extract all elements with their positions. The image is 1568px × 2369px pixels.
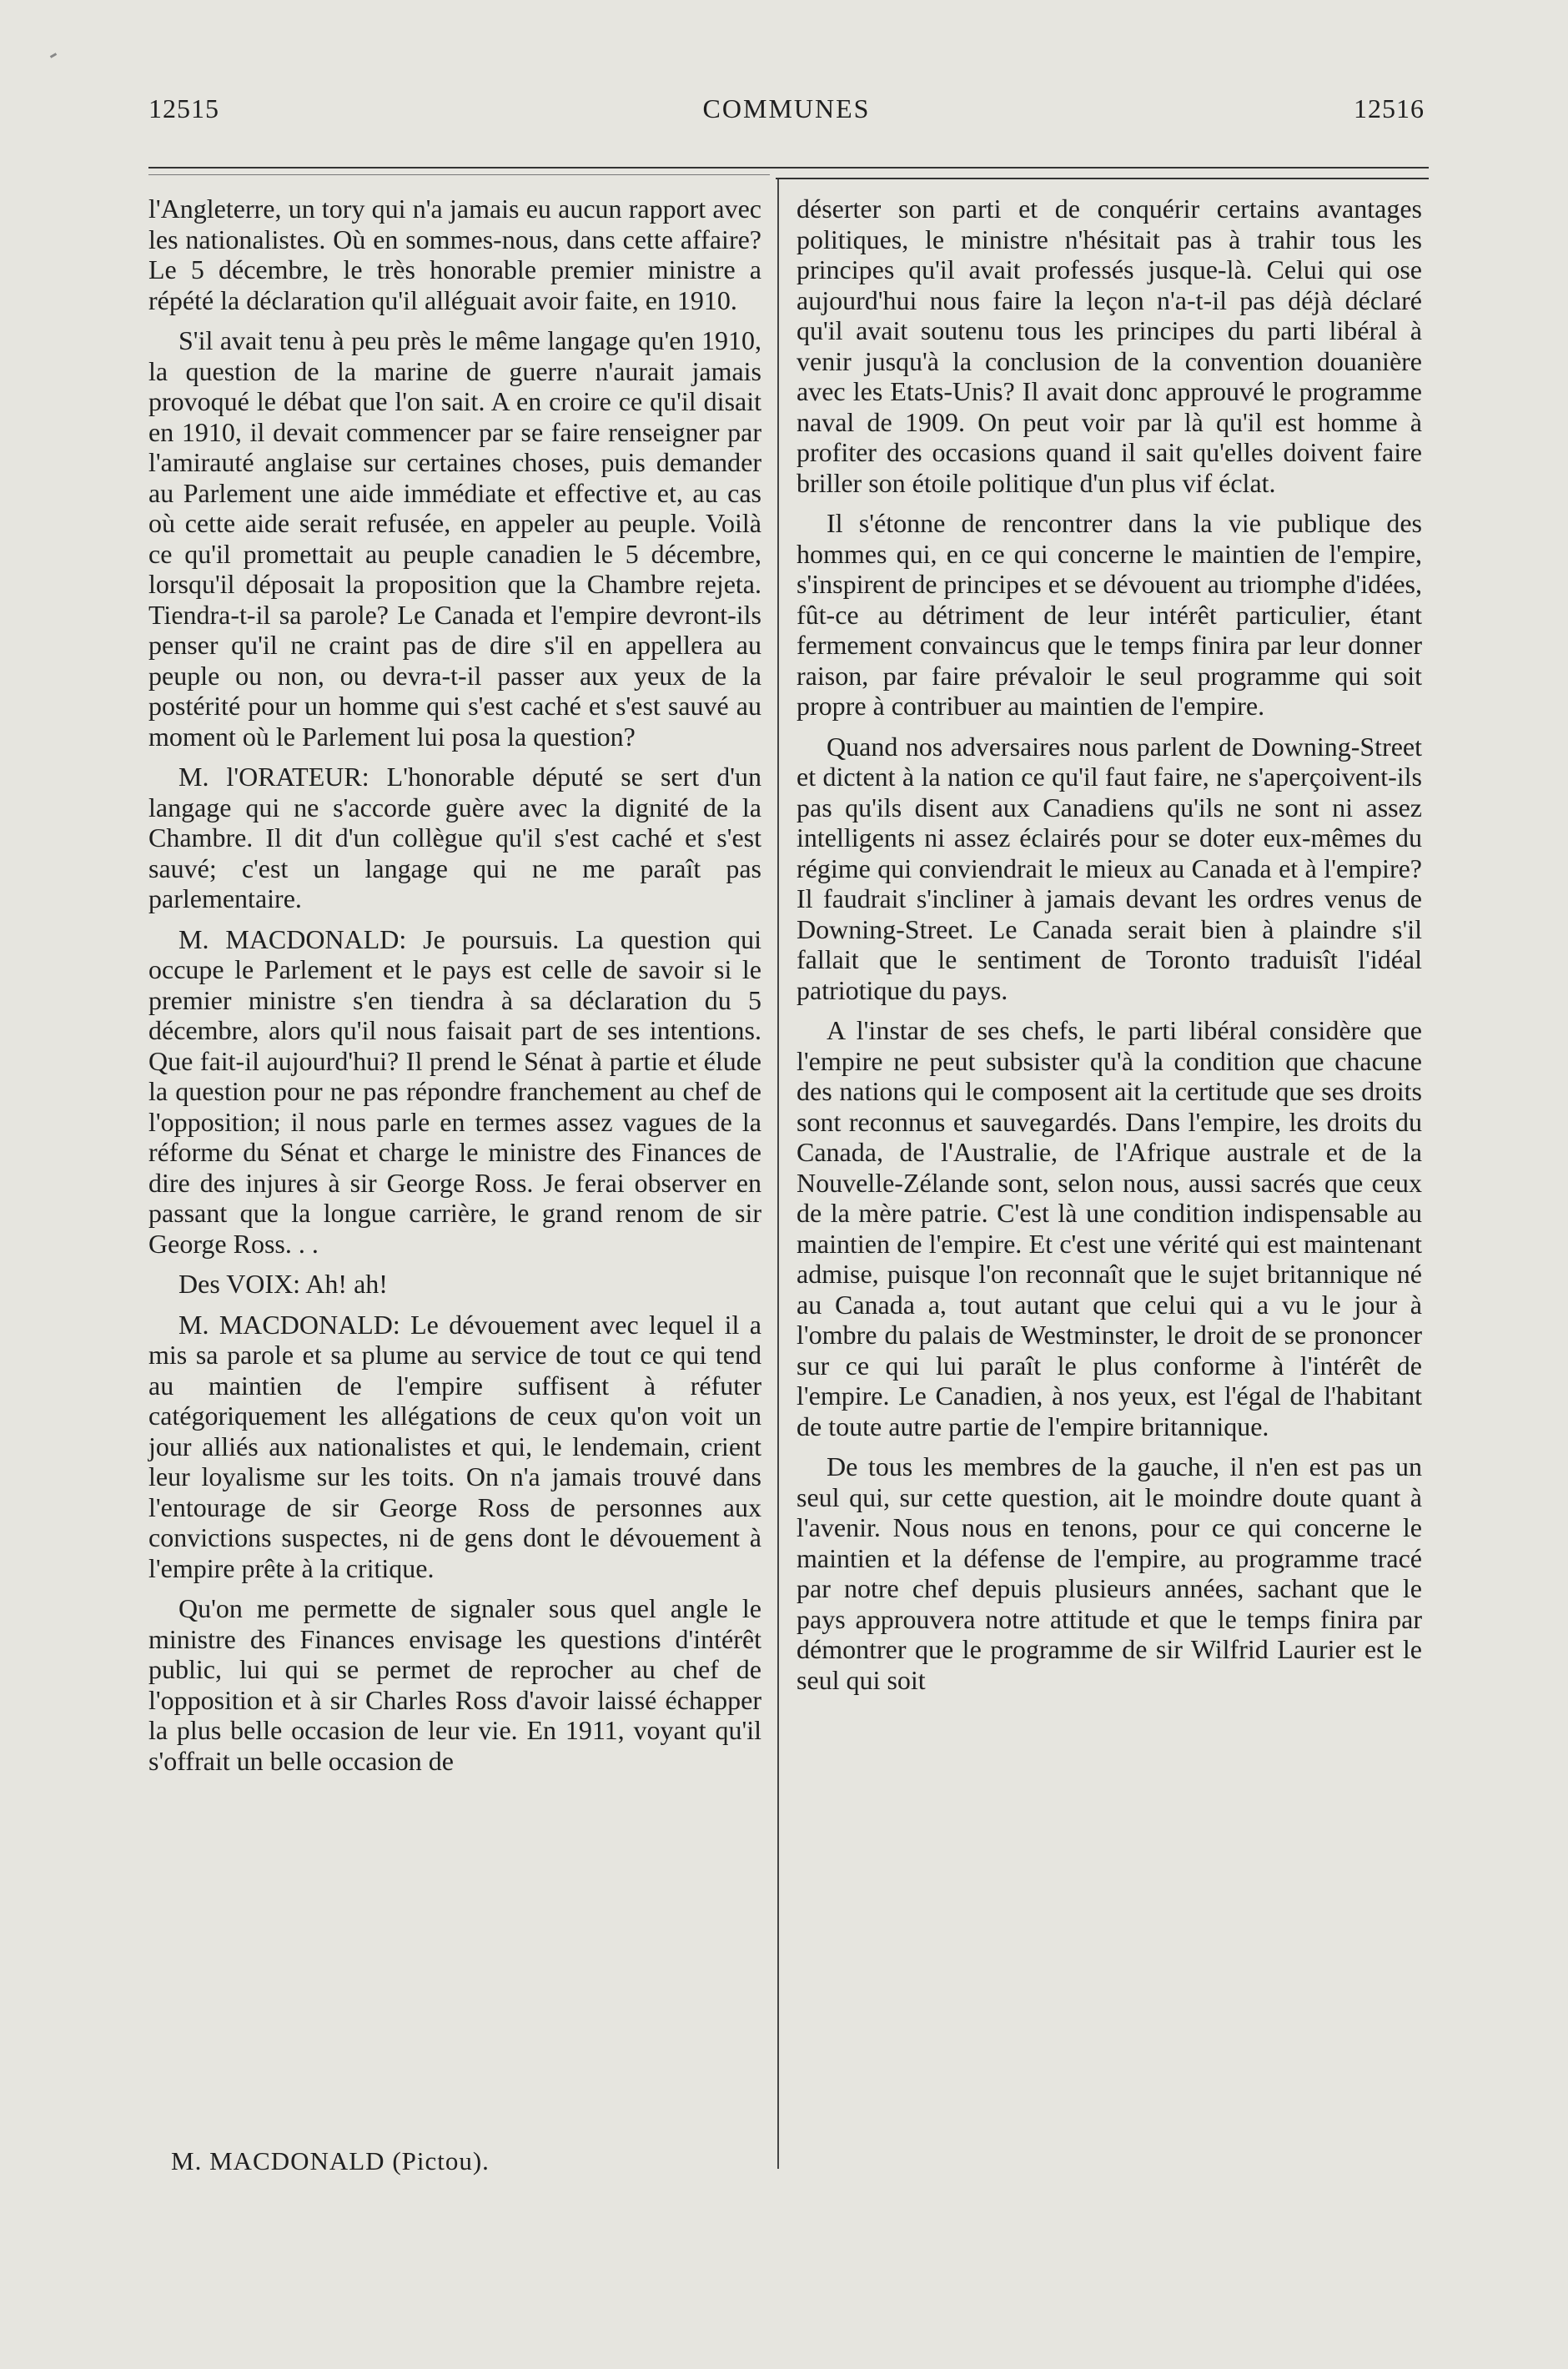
column-divider	[777, 179, 779, 2169]
paragraph: Quand nos adversaires nous parlent de Downing-Street et dictent à la nation ce qu'il faut faire, ne s'aperçoivent-ils pas qu'ils disent aux Canadiens qu'ils ne sont ni assez intelligents ni assez éclairés pour se doter eux-mêmes du régime qui conviendrait le mieux au Canada et à l'empire? Il faudrait s'incliner à jamais devant les ordres venus de Downing-Street. Le Canada serait bien à plaindre s'il fallait que le sentiment de Toronto traduisît l'idéal patriotique du pays.	[797, 731, 1422, 1005]
paragraph: S'il avait tenu à peu près le même langage qu'en 1910, la question de la marine de guerre n'aurait jamais provoqué le débat que l'on sait. A en croire ce qu'il disait en 1910, il devait commencer par se faire renseigner par l'amirauté anglaise sur certaines choses, puis demander au Parlement une aide immédiate et effective et, au cas où cette aide serait refusée, en appeler au peuple. Voilà ce qu'il promettait au peuple canadien le 5 décembre, lorsqu'il déposait la proposition que la Chambre rejeta. Tiendra-t-il sa parole? Le Canada et l'empire devront-ils penser qu'il ne craint pas de dire s'il en appellera au peuple ou non, ou devra-t-il passer aux yeux de la postérité pour un homme qui s'est caché et s'est sauvé au moment où le Parlement lui posa la question?	[148, 325, 761, 752]
page-header	[148, 93, 1425, 135]
paragraph: A l'instar de ses chefs, le parti libéral considère que l'empire ne peut subsister qu'à la condition que chacune des nations qui le composent ait la certitude que ses droits sont reconnus et sauvegardés. Dans l'empire, les droits du Canada, de l'Australie, de l'Afrique australe et de la Nouvelle-Zélande sont, selon nous, aussi sacrés que ceux de la mère patrie. C'est là une condition indispensable au maintien de l'empire. Et c'est une vérité qui est maintenant admise, puisque l'on reconnaît que le sujet britannique né au Canada a, tout autant que celui qui a vu le jour à l'ombre du palais de Westminster, le droit de se prononcer sur ce qui lui paraît le plus conforme à l'intérêt de l'empire. Le Canadien, à nos yeux, est l'égal de l'habitant de toute autre partie de l'empire britannique.	[797, 1015, 1422, 1441]
paragraph: Qu'on me permette de signaler sous quel angle le ministre des Finances envisage les questions d'intérêt public, lui qui se permet de reprocher au chef de l'opposition et à sir Charles Ross d'avoir laissé échapper la plus belle occasion de leur vie. En 1911, voyant qu'il s'offrait un belle occasion de	[148, 1593, 761, 1776]
speaker-footer: M. MACDONALD (Pictou).	[171, 2146, 490, 2175]
header-rule	[148, 167, 1429, 168]
left-column	[148, 194, 761, 1786]
paragraph: M. MACDONALD: Le dévouement avec lequel il a mis sa parole et sa plume au service de tout ce qui tend au maintien de l'empire suffisent à réfuter catégoriquement les allégations de ceux qu'on voit un jour alliés aux nationalistes et qui, le lendemain, crient leur loyalisme sur les toits. On n'a jamais trouvé dans l'entourage de sir George Ross de personnes aux convictions suspectes, ni de gens dont le dévouement à l'empire prête à la critique.	[148, 1309, 761, 1583]
paragraph: M. l'ORATEUR: L'honorable député se sert d'un langage qui ne s'accorde guère avec la dignité de la Chambre. Il dit d'un collègue qu'il s'est caché et s'est sauvé; c'est un langage qui ne me paraît pas parlementaire.	[148, 762, 761, 913]
paragraph: déserter son parti et de conquérir certains avantages politiques, le ministre n'hésitait pas à trahir tous les principes qu'il avait professés jusque-là. Celui qui ose aujourd'hui nous faire la leçon n'a-t-il pas déjà déclaré qu'il avait soutenu tous les principes du parti libéral à venir jusqu'à la conclusion de la convention douanière avec les Etats-Unis? Il avait donc approuvé le programme naval de 1909. On peut voir par là qu'il est homme à profiter des occasions quand il sait qu'elles doivent faire briller son étoile politique d'un plus vif éclat.	[797, 194, 1422, 498]
header-rule-right	[776, 178, 1429, 179]
page-number-left: 12515	[148, 93, 219, 123]
page-number-right: 12516	[1354, 93, 1425, 123]
paragraph: Il s'étonne de rencontrer dans la vie publique des hommes qui, en ce qui concerne le maintien de l'empire, s'inspirent de principes et se dévouent au triomphe d'idées, fût-ce au détriment de leur intérêt particulier, étant fermement convaincus que le temps finira par leur donner raison, par faire prévaloir le seul programme qui soit propre à contribuer au maintien de l'empire.	[797, 508, 1422, 721]
paragraph: l'Angleterre, un tory qui n'a jamais eu aucun rapport avec les nationalistes. Où en sommes-nous, dans cette affaire? Le 5 décembre, le très honorable premier ministre a répété la déclaration qu'il alléguait avoir faite, en 1910.	[148, 194, 761, 315]
right-column	[797, 194, 1422, 1705]
paragraph: M. MACDONALD: Je poursuis. La question qui occupe le Parlement et le pays est celle de savoir si le premier ministre s'en tiendra à sa déclaration du 5 décembre, alors qu'il nous faisait part de ses intentions. Que fait-il aujourd'hui? Il prend le Sénat à partie et élude la question pour ne pas répondre franchement au chef de l'opposition; il nous parle en termes assez vagues de la réforme du Sénat et charge le ministre des Finances de dire des injures à sir George Ross. Je ferai observer en passant que la longue carrière, le grand renom de sir George Ross. . .	[148, 923, 761, 1259]
page-title: COMMUNES	[702, 93, 871, 123]
header-rule-left	[148, 174, 770, 175]
margin-mark	[50, 53, 57, 58]
paragraph: Des VOIX: Ah! ah!	[178, 1269, 388, 1299]
paragraph: De tous les membres de la gauche, il n'en est pas un seul qui, sur cette question, ait le moindre doute quant à l'avenir. Nous nous en tenons, pour ce qui concerne le maintien et la défense de l'empire, au programme tracé par notre chef depuis plusieurs années, sachant que le pays approuvera notre attitude et que le temps finira par démontrer que le programme de sir Wilfrid Laurier est le seul qui soit	[797, 1451, 1422, 1695]
